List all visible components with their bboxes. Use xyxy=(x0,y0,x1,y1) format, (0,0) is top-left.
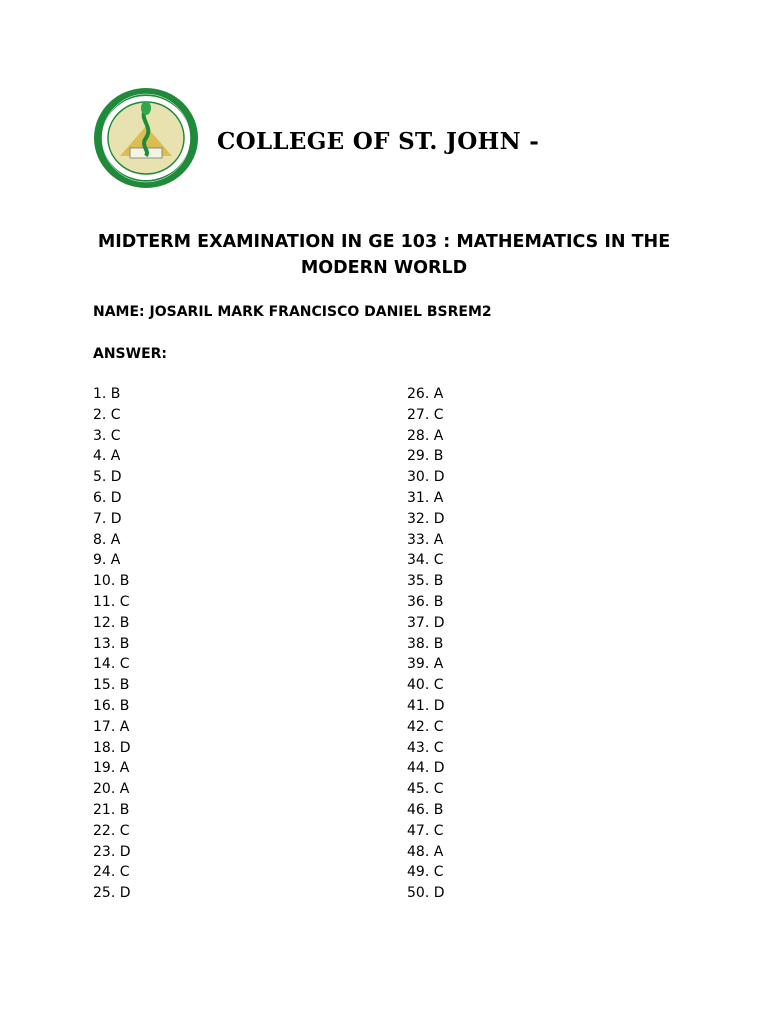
answer-item: 49. C xyxy=(407,864,444,881)
answer-item: 7. D xyxy=(93,510,122,527)
answer-item: 38. B xyxy=(407,635,444,652)
answer-item: 25. D xyxy=(93,885,131,902)
answer-item: 15. B xyxy=(93,677,130,694)
answer-item: 1. B xyxy=(93,386,121,402)
answer-item: 5. D xyxy=(93,469,122,486)
answer-item: 16. B xyxy=(93,697,130,714)
answer-item: 47. C xyxy=(407,822,444,839)
answer-item: 36. B xyxy=(407,593,444,610)
answer-item: 23. D xyxy=(93,843,131,860)
answer-item: 4. A xyxy=(93,448,121,465)
answer-item: 35. B xyxy=(407,573,444,590)
answer-item: 17. A xyxy=(93,718,130,735)
answer-item: 11. C xyxy=(93,593,130,610)
answer-item: 33. A xyxy=(407,531,444,548)
answer-item: 29. B xyxy=(407,448,444,465)
answer-item: 3. C xyxy=(93,427,121,444)
answer-item: 14. C xyxy=(93,656,130,673)
answer-item: 18. D xyxy=(93,739,131,756)
answer-item: 46. B xyxy=(407,801,444,818)
answer-item: 13. B xyxy=(93,635,130,652)
answer-item: 27. C xyxy=(407,406,444,423)
answer-item: 37. D xyxy=(407,614,445,631)
answer-item: 32. D xyxy=(407,510,445,527)
answer-item: 22. C xyxy=(93,822,130,839)
answer-item: 43. C xyxy=(407,739,444,756)
answer-item: 9. A xyxy=(93,552,121,569)
answer-list-left xyxy=(93,384,131,904)
answer-item: 41. D xyxy=(407,697,445,714)
answer-item: 10. B xyxy=(93,573,130,590)
college-seal-logo xyxy=(92,86,200,190)
answer-item: 50. D xyxy=(407,885,445,902)
answer-item: 6. D xyxy=(93,489,122,506)
answer-item: 42. C xyxy=(407,718,444,735)
answer-item: 44. D xyxy=(407,760,445,777)
answer-item: 31. A xyxy=(407,489,444,506)
answer-label: ANSWER: xyxy=(93,346,168,362)
answer-item: 19. A xyxy=(93,760,130,777)
answer-item: 26. A xyxy=(407,386,444,402)
answer-item: 48. A xyxy=(407,843,444,860)
answer-item: 40. C xyxy=(407,677,444,694)
answer-item: 30. D xyxy=(407,469,445,486)
school-name-heading: COLLEGE OF ST. JOHN - xyxy=(217,128,540,155)
student-name-line: NAME: JOSARIL MARK FRANCISCO DANIEL BSREM2 xyxy=(93,304,492,320)
answer-item: 20. A xyxy=(93,781,130,798)
exam-title: MIDTERM EXAMINATION IN GE 103 : MATHEMATICS IN THE MODERN WORLD xyxy=(97,232,671,278)
answer-item: 45. C xyxy=(407,781,444,798)
answer-item: 12. B xyxy=(93,614,130,631)
answer-item: 34. C xyxy=(407,552,444,569)
answer-item: 8. A xyxy=(93,531,121,548)
answer-item: 28. A xyxy=(407,427,444,444)
answer-item: 39. A xyxy=(407,656,444,673)
answer-item: 2. C xyxy=(93,406,121,423)
answer-item: 24. C xyxy=(93,864,130,881)
answer-list-right xyxy=(407,384,445,904)
answer-item: 21. B xyxy=(93,801,130,818)
